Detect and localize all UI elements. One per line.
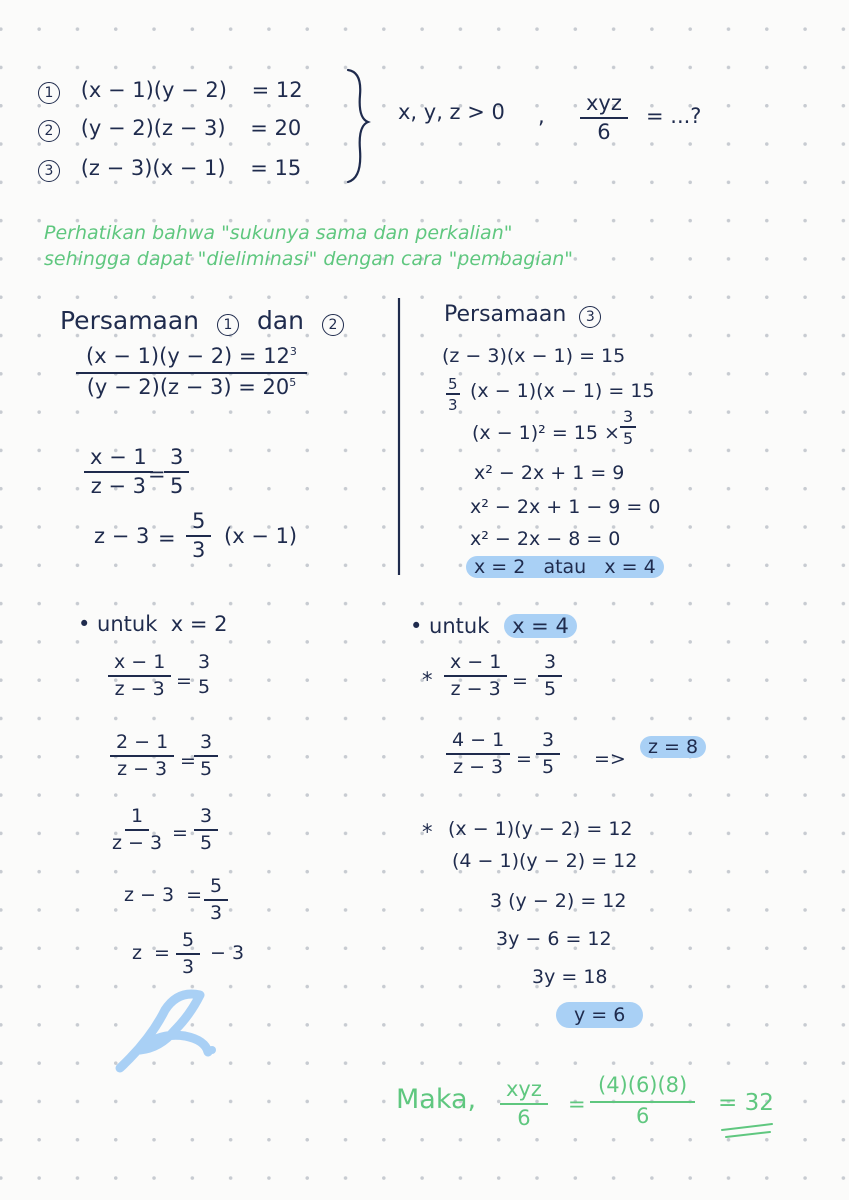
condition: x, y, z > 0 xyxy=(398,100,505,124)
case-a-step-3-fraction xyxy=(112,806,162,854)
case-a-step-2-value-numerator: 3 xyxy=(194,732,218,757)
case-b-step-1-value-denominator: 5 xyxy=(544,677,557,700)
case-a-step-3-value-numerator: 3 xyxy=(194,806,218,831)
case-a-step-1-denominator: z − 3 xyxy=(114,677,165,700)
case-a-step-3-numerator: 1 xyxy=(125,806,149,831)
ratio-equals: = xyxy=(148,462,166,486)
case-a-step-2-value xyxy=(194,732,218,780)
question-numerator: xyz xyxy=(580,92,628,119)
case-b-step-1-fraction xyxy=(444,652,507,700)
z-expression-numerator: 5 xyxy=(186,510,211,537)
question-fraction xyxy=(580,92,628,144)
right-step-4: x² − 2x + 1 = 9 xyxy=(474,462,625,484)
z-expression-equals: = xyxy=(158,526,176,550)
division-denominator-small: 5 xyxy=(289,376,297,390)
case-a-step-2-equals: = xyxy=(180,750,196,772)
case-a-step-5-lhs: z = xyxy=(132,942,170,964)
case-a-step-1-value xyxy=(192,652,216,698)
case-b-step-2-value-numerator: 3 xyxy=(536,730,560,755)
z-expression-denominator: 3 xyxy=(192,538,206,563)
z-expression-fraction xyxy=(186,510,211,562)
right-step-1: (z − 3)(x − 1) = 15 xyxy=(442,345,626,367)
right-step-2-rest: (x − 1)(x − 1) = 15 xyxy=(470,380,655,402)
division-denominator-text: (y − 2)(z − 3) = 20 xyxy=(86,375,290,400)
case-b-label-highlight: x = 4 xyxy=(504,614,577,638)
note-line-2: sehingga dapat "dieliminasi" dengan cara "pembagian" xyxy=(44,248,574,270)
case-b-step-7: 3y = 18 xyxy=(532,966,608,988)
case-a-step-1-value-denominator: 5 xyxy=(198,675,211,698)
division-numerator xyxy=(76,345,307,374)
case-a-step-3-value xyxy=(194,806,218,854)
right-title-number-3: 3 xyxy=(579,306,601,328)
left-title-dan: dan xyxy=(256,306,304,335)
case-a-step-1-fraction xyxy=(108,652,171,700)
eq3-rhs: = 15 xyxy=(250,156,302,180)
final-numerator-2: (4)(6)(8) xyxy=(590,1074,695,1103)
case-a-label: • untuk x = 2 xyxy=(78,612,228,636)
right-step-2-denominator: 3 xyxy=(448,395,458,414)
case-a-step-3-value-denominator: 5 xyxy=(200,831,213,854)
case-a-step-3-denominator: z − 3 xyxy=(112,831,163,854)
case-b-step-1-equals: = xyxy=(512,670,528,692)
case-a-step-5-rest: − 3 xyxy=(210,942,245,964)
final-fraction-2 xyxy=(590,1074,695,1128)
eq1-row xyxy=(38,78,303,104)
ratio-value-denominator: 5 xyxy=(170,474,184,499)
case-b-z-result: z = 8 xyxy=(640,736,706,758)
case-a-step-1-numerator: x − 1 xyxy=(108,652,171,677)
case-a-step-1-equals: = xyxy=(176,670,192,692)
case-b-step-1-value xyxy=(538,652,562,700)
division-denominator xyxy=(87,374,297,399)
case-b-step-5: 3 (y − 2) = 12 xyxy=(490,890,627,912)
left-title-number-1: 1 xyxy=(217,314,239,336)
final-result: = 32 xyxy=(718,1090,774,1116)
eq1-rhs: = 12 xyxy=(251,78,303,102)
case-a-step-5-denominator: 3 xyxy=(182,955,195,978)
right-step-3-lhs: (x − 1)² = 15 × xyxy=(472,422,620,444)
division-numerator-small: 3 xyxy=(289,345,297,358)
right-title-text: Persamaan xyxy=(444,302,567,327)
eq2-number: 2 xyxy=(38,120,60,142)
final-maka: Maka, xyxy=(396,1084,477,1115)
eq3-number: 3 xyxy=(38,160,60,182)
case-b-step-2-numerator: 4 − 1 xyxy=(446,730,510,755)
z-expression-lhs: z − 3 xyxy=(94,524,150,548)
question-denominator: 6 xyxy=(597,120,611,145)
case-a-step-4-denominator: 3 xyxy=(210,901,223,924)
ratio-numerator: x − 1 xyxy=(84,446,153,473)
right-step-3-denominator: 5 xyxy=(623,428,634,448)
signature xyxy=(120,994,208,1068)
ratio-value xyxy=(164,446,189,498)
case-a-step-2-denominator: z − 3 xyxy=(117,757,168,780)
case-b-step-2-denominator: z − 3 xyxy=(453,755,504,778)
eq2-rhs: = 20 xyxy=(250,116,302,140)
right-step-5: x² − 2x + 1 − 9 = 0 xyxy=(470,496,661,518)
final-denominator-2: 6 xyxy=(635,1104,650,1129)
case-b-label xyxy=(410,614,577,638)
eq1-number: 1 xyxy=(38,82,60,104)
question-separator: , xyxy=(538,104,545,128)
ratio-value-numerator: 3 xyxy=(164,446,189,473)
right-step-6: x² − 2x − 8 = 0 xyxy=(470,528,621,550)
system-brace xyxy=(348,70,368,182)
z-expression-rest: (x − 1) xyxy=(224,524,298,548)
left-title xyxy=(60,306,344,336)
case-a-step-2-fraction xyxy=(110,732,174,780)
case-b-step-2-fraction xyxy=(446,730,510,778)
left-title-text: Persamaan xyxy=(60,306,200,335)
case-b-step-2-value-denominator: 5 xyxy=(542,755,555,778)
case-b-star-2: * xyxy=(422,820,433,844)
answer-underline xyxy=(722,1124,772,1137)
case-a-step-1-value-numerator: 3 xyxy=(198,651,211,673)
case-b-implies-arrow: => xyxy=(594,748,626,770)
eq3-lhs: (z − 3)(x − 1) xyxy=(80,156,226,180)
right-step-2-fraction xyxy=(446,376,460,413)
case-b-star-1: * xyxy=(422,668,433,692)
case-a-step-5-fraction xyxy=(176,930,200,978)
eq1-lhs: (x − 1)(y − 2) xyxy=(80,78,227,102)
case-a-step-4-fraction xyxy=(204,876,228,924)
case-b-label-text: • untuk xyxy=(410,614,490,638)
case-a-step-2-value-denominator: 5 xyxy=(200,757,213,780)
case-a-step-2-numerator: 2 − 1 xyxy=(110,732,174,757)
case-b-step-1-numerator: x − 1 xyxy=(444,652,507,677)
right-step-3-numerator: 3 xyxy=(620,408,636,428)
signature-dot xyxy=(208,1046,216,1054)
eq2-lhs: (y − 2)(z − 3) xyxy=(80,116,226,140)
case-b-step-2-equals: = xyxy=(516,748,532,770)
case-b-step-6: 3y − 6 = 12 xyxy=(496,928,612,950)
right-step-2-numerator: 5 xyxy=(448,375,458,393)
division-fraction xyxy=(76,345,307,399)
case-b-step-3: (x − 1)(y − 2) = 12 xyxy=(448,818,633,840)
final-denominator-1: 6 xyxy=(517,1106,531,1131)
question-rest: = ...? xyxy=(646,104,702,128)
case-a-step-4-numerator: 5 xyxy=(204,876,228,901)
case-a-step-3-equals: = xyxy=(172,822,188,844)
case-a-step-5-numerator: 5 xyxy=(176,930,200,955)
case-a-step-4-lhs: z − 3 = xyxy=(124,884,203,906)
case-b-step-1-value-numerator: 3 xyxy=(538,652,562,677)
eq2-row xyxy=(38,116,301,142)
final-numerator-1: xyz xyxy=(500,1078,548,1105)
note-line-1: Perhatikan bahwa "sukunya sama dan perkalian" xyxy=(44,222,513,244)
case-b-y-result: y = 6 xyxy=(556,1002,643,1028)
case-b-step-4: (4 − 1)(y − 2) = 12 xyxy=(452,850,638,872)
case-b-step-2-value xyxy=(536,730,560,778)
final-equals-1: = xyxy=(568,1092,586,1116)
ratio-fraction xyxy=(84,446,153,498)
final-fraction-1 xyxy=(500,1078,548,1130)
right-title xyxy=(444,302,601,328)
eq3-row xyxy=(38,156,301,182)
right-step-3-fraction xyxy=(620,408,636,447)
case-b-step-1-denominator: z − 3 xyxy=(450,677,501,700)
ratio-denominator: z − 3 xyxy=(90,474,147,499)
division-numerator-text: (x − 1)(y − 2) = 12 xyxy=(86,344,290,368)
right-step-7-solutions: x = 2 atau x = 4 xyxy=(466,556,664,578)
left-title-number-2: 2 xyxy=(322,314,344,336)
